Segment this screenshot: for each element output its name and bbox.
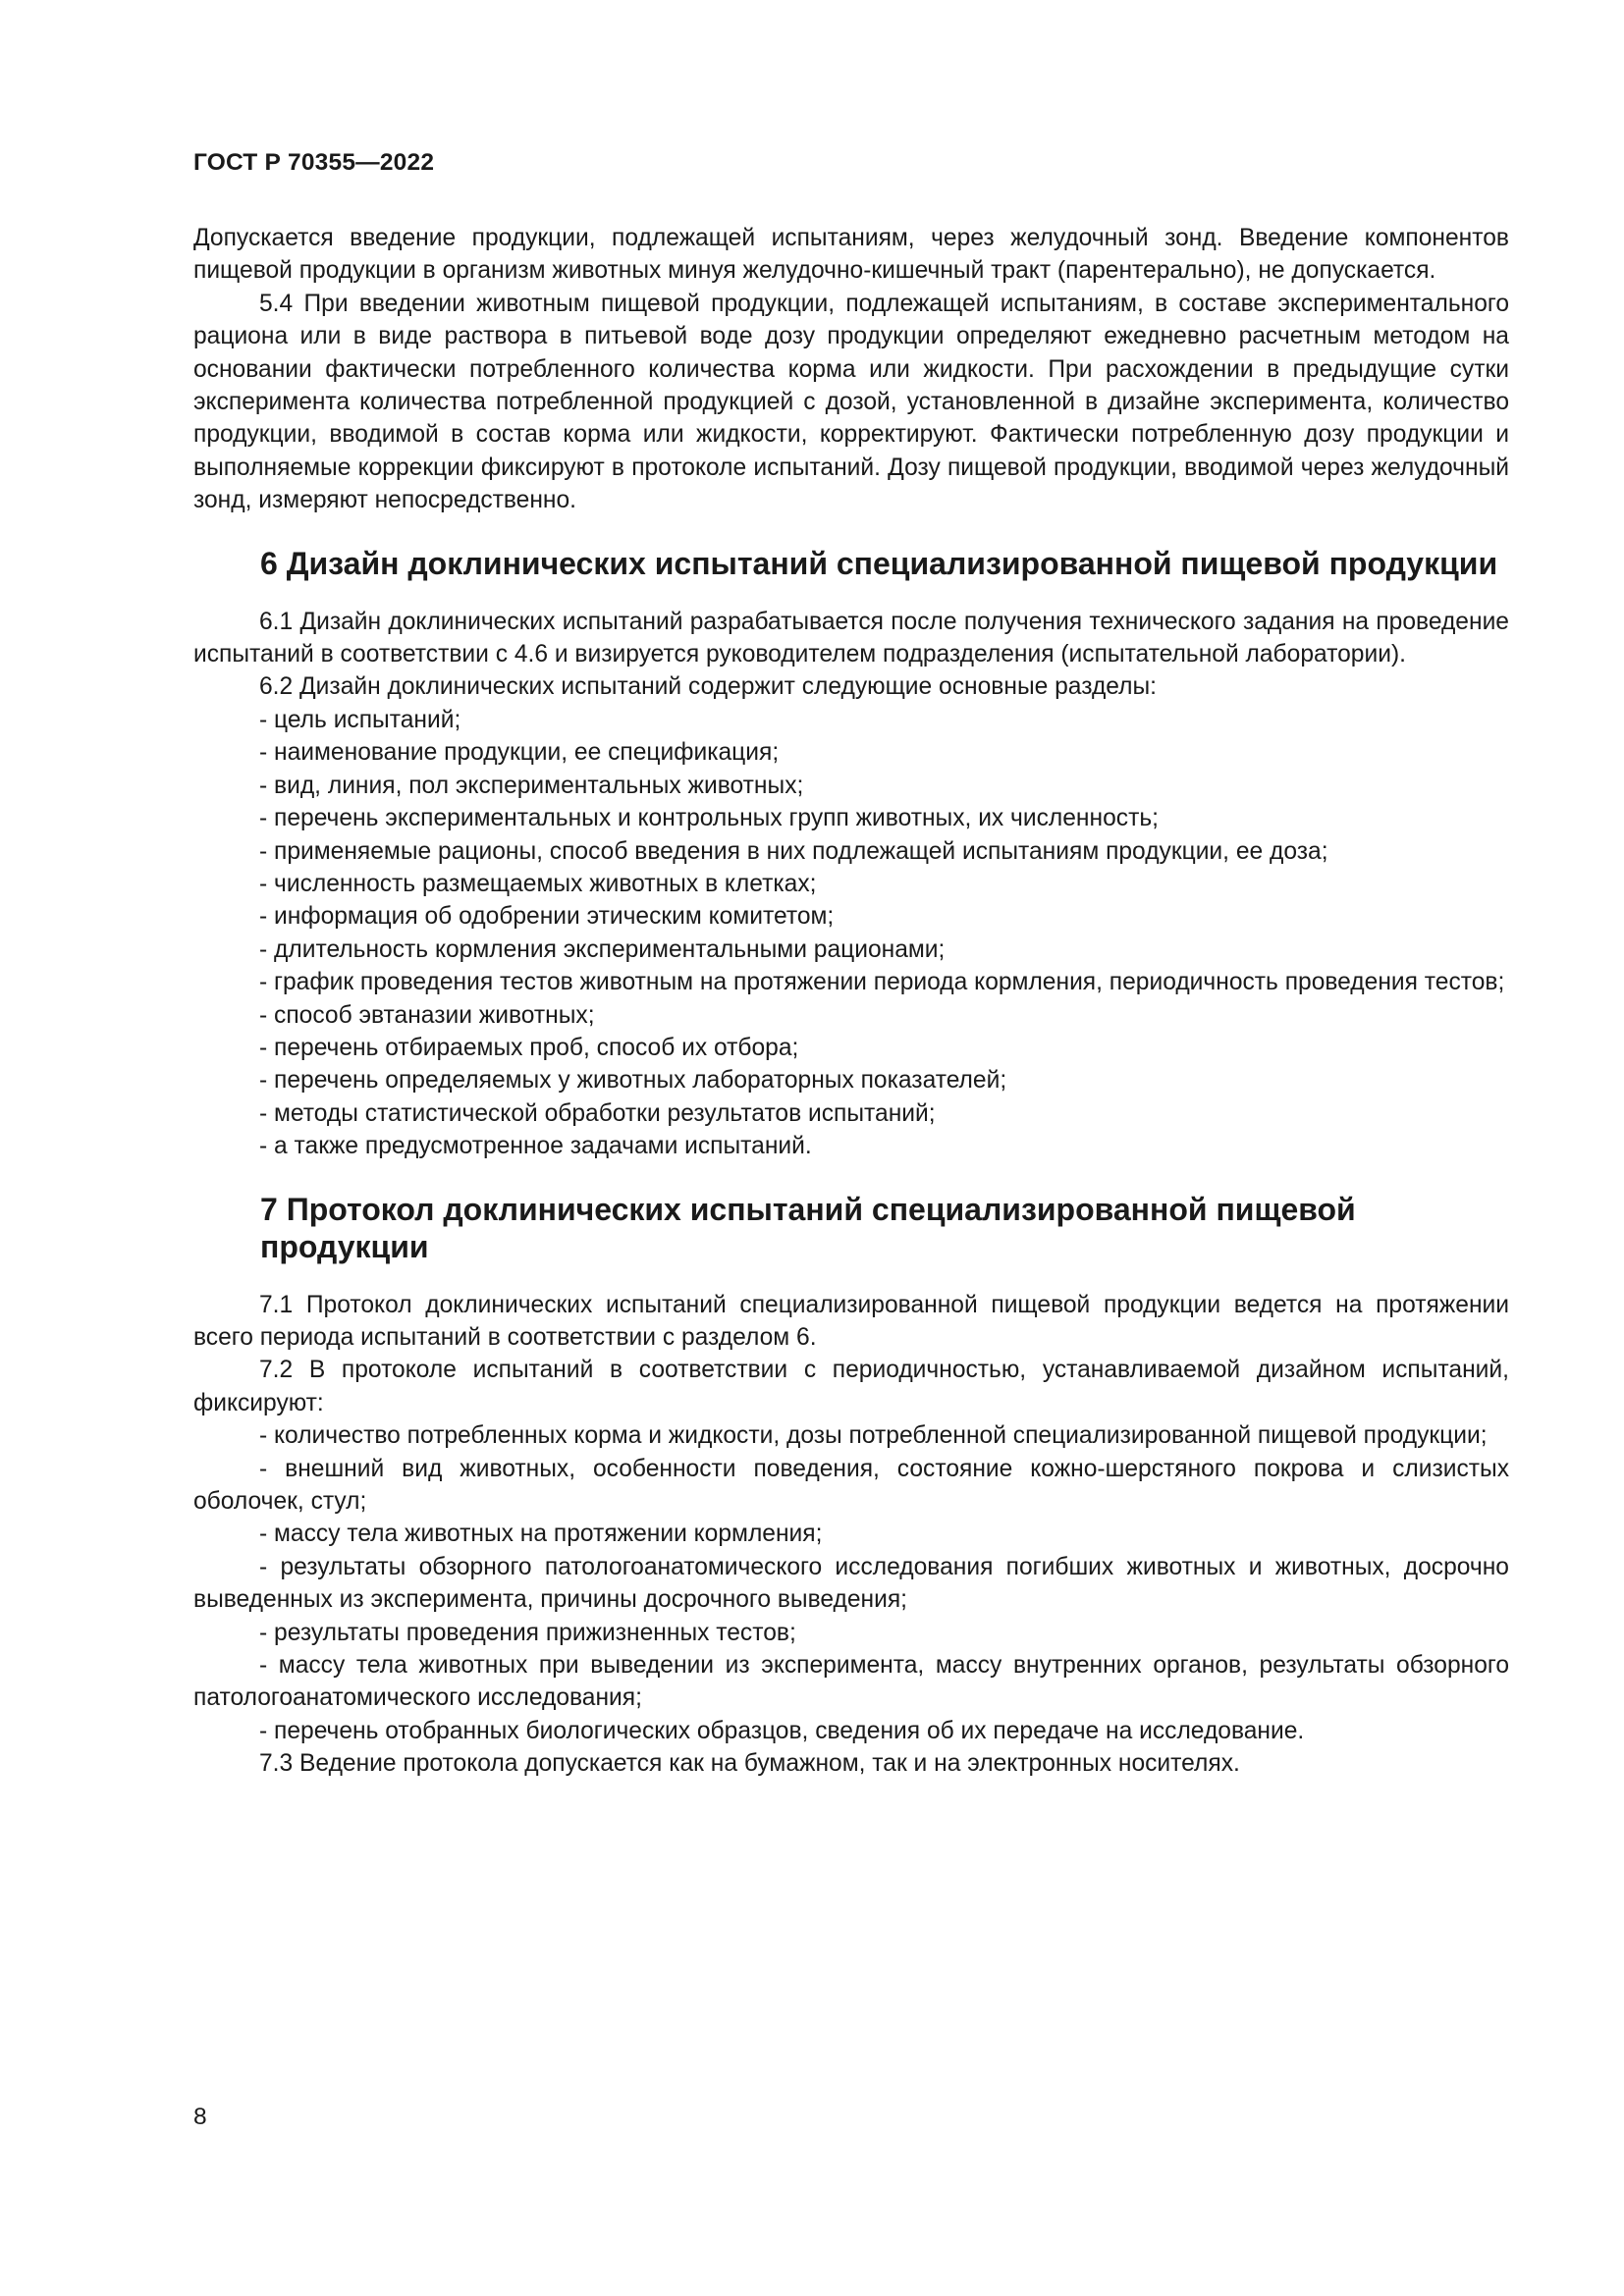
- document-code: ГОСТ Р 70355—2022: [193, 149, 435, 176]
- list-item: - цель испытаний;: [259, 706, 461, 733]
- list-item: - вид, линия, пол экспериментальных животных;: [259, 772, 804, 799]
- list-item: - результаты проведения прижизненных тестов;: [259, 1619, 796, 1646]
- paragraph-6-1: 6.1 Дизайн доклинических испытаний разрабатывается после получения технического задания на проведение испытаний в соответствии с 4.6 и визируется руководителем подразделения (испытательной лаборатории).: [193, 608, 1509, 668]
- paragraph-intro-1: Допускается введение продукции, подлежащей испытаниям, через желудочный зонд. Введение компонентов пищевой продукции в организм животных минуя желудочно-кишечный тракт (парентерально), не допускается.: [193, 225, 1509, 285]
- section-6-title: 6 Дизайн доклинических испытаний специализированной пищевой продукции: [260, 545, 1498, 581]
- list-item: - результаты обзорного патологоанатомического исследования погибших животных и животных, досрочно выведенных из эксперимента, причины досрочного выведения;: [193, 1553, 1509, 1614]
- list-item: - методы статистической обработки результатов испытаний;: [259, 1099, 936, 1127]
- list-item: - перечень экспериментальных и контрольных групп животных, их численность;: [259, 805, 1159, 832]
- list-item: - длительность кормления экспериментальными рационами;: [259, 935, 946, 963]
- list-item: - наименование продукции, ее спецификация;: [259, 739, 780, 767]
- list-item: - перечень отбираемых проб, способ их отбора;: [259, 1034, 799, 1061]
- list-item: - информация об одобрении этическим комитетом;: [259, 903, 835, 931]
- list-item: - а также предусмотренное задачами испытаний.: [259, 1133, 812, 1160]
- list-item: - график проведения тестов животным на протяжении периода кормления, периодичность проведения тестов;: [259, 969, 1505, 996]
- section-7-list: [193, 1419, 1509, 1747]
- page-number: 8: [193, 2104, 207, 2130]
- list-item: - массу тела животных при выведении из эксперимента, массу внутренних органов, результаты обзорного патологоанатомического исследования;: [193, 1652, 1509, 1712]
- section-6-list: [193, 704, 1509, 1163]
- paragraph-5-4: 5.4 При введении животным пищевой продукции, подлежащей испытаниям, в составе экспериментального рациона или в виде раствора в питьевой воде дозу продукции определяют ежедневно расчетным методом на основании фактически потребленного количества корма или жидкости. При расхождении в предыдущие сутки эксперимента количества потребленной продукцией с дозой, установленной в дизайне эксперимента, количество продукции, вводимой в состав корма или жидкости, корректируют. Фактически потребленную дозу продукции и выполняемые коррекции фиксируют в протоколе испытаний. Дозу пищевой продукции, вводимой через желудочный зонд, измеряют непосредственно.: [193, 290, 1509, 514]
- list-item: - внешний вид животных, особенности поведения, состояние кожно-шерстяного покрова и слизистых оболочек, стул;: [193, 1455, 1509, 1515]
- list-item: - численность размещаемых животных в клетках;: [259, 870, 817, 897]
- list-item: - применяемые рационы, способ введения в них подлежащей испытаниям продукции, ее доза;: [259, 837, 1328, 865]
- paragraph-7-1: 7.1 Протокол доклинических испытаний специализированной пищевой продукции ведется на протяжении всего периода испытаний в соответствии с разделом 6.: [193, 1291, 1509, 1351]
- list-item: - способ эвтаназии животных;: [259, 1001, 595, 1029]
- page-content: [193, 222, 1509, 1781]
- paragraph-6-2: 6.2 Дизайн доклинических испытаний содержит следующие основные разделы:: [259, 673, 1158, 701]
- paragraph-7-3: 7.3 Ведение протокола допускается как на бумажном, так и на электронных носителях.: [259, 1750, 1240, 1778]
- section-7-title: 7 Протокол доклинических испытаний специализированной пищевой продукции: [260, 1191, 1356, 1264]
- list-item: - массу тела животных на протяжении кормления;: [259, 1521, 823, 1548]
- paragraph-7-2: 7.2 В протоколе испытаний в соответствии с периодичностью, устанавливаемой дизайном испытаний, фиксируют:: [193, 1357, 1509, 1416]
- list-item: - перечень отобранных биологических образцов, сведения об их передаче на исследование.: [259, 1717, 1305, 1744]
- list-item: - перечень определяемых у животных лабораторных показателей;: [259, 1067, 1007, 1095]
- list-item: - количество потребленных корма и жидкости, дозы потребленной специализированной пищевой продукции;: [259, 1422, 1488, 1450]
